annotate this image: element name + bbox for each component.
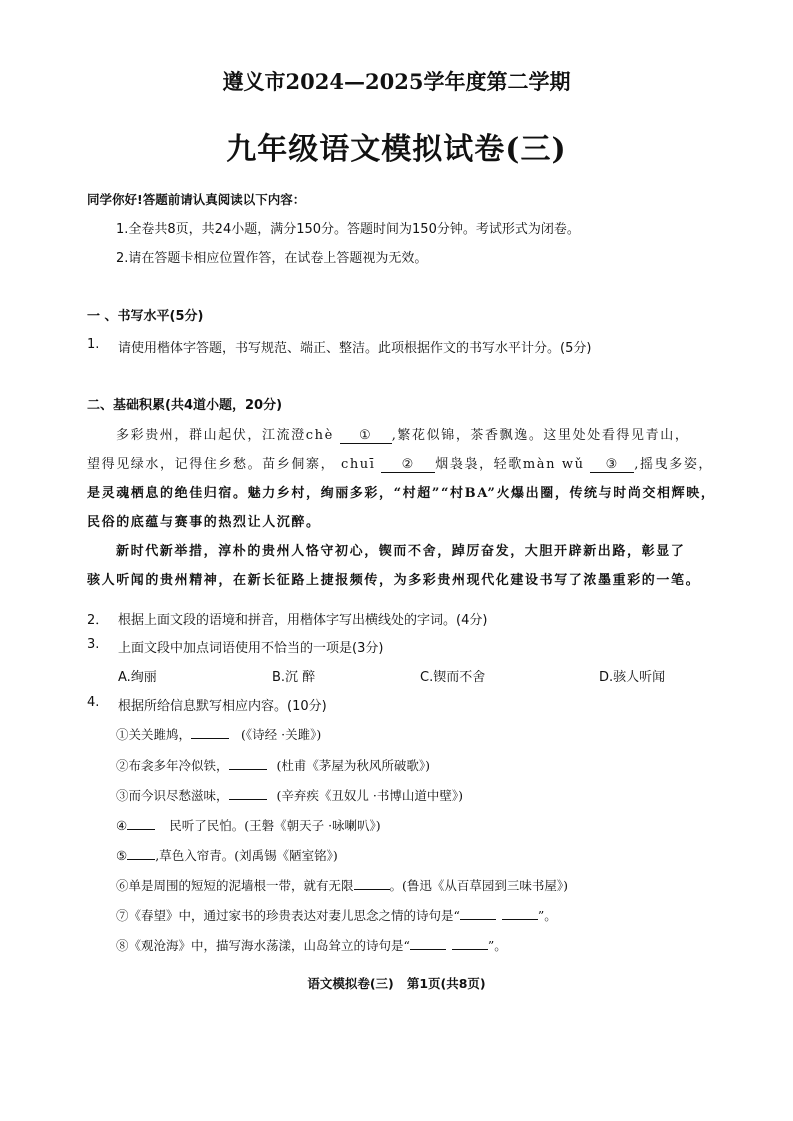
q2-text: 根据上面文段的语境和拼音，用楷体字写出横线处的字词。(4分) (118, 613, 488, 628)
notice-item-2: 2.请在答题卡相应位置作答，在试卷上答题视为无效。 (116, 251, 428, 266)
passage1-line1 (116, 424, 689, 444)
passage1-line4: 民俗的底蕴与赛事的热烈让人沉醉。 (87, 515, 321, 530)
q4-item-2: ②布衾多年冷似铁， (杜甫《茅屋为秋风所破歌》) (116, 758, 431, 773)
page-footer: 语文模拟卷(三) 第1页(共8页) (307, 976, 486, 991)
passage2-line2: 骇人听闻的贵州精神，在新长征路上捷报频传，为多彩贵州现代化建设书写了浓墨重彩的一笔。 (87, 573, 701, 588)
pinyin: chuī (340, 457, 376, 472)
passage-text: ,摇曳多姿， (634, 457, 714, 472)
q1-number: 1. (87, 337, 100, 352)
q4-number: 4. (87, 695, 100, 710)
fill-blank-1: ① (340, 429, 392, 444)
pinyin: wǔ (561, 457, 585, 472)
q3-text: 上面文段中加点词语使用不恰当的一项是(3分) (118, 641, 384, 656)
passage-text: ,繁花似锦，茶香飘逸。这里处处看得见青山， (391, 428, 690, 443)
q4-item-8: ⑧《观沧海》中，描写海水荡漾，山岛耸立的诗句是“ ”。 (116, 938, 507, 953)
fill-blank-2: ② (381, 458, 435, 473)
exam-title: 九年级语文模拟试卷(三) (226, 132, 567, 167)
q4-item-5: ⑤ ,草色入帘青。(刘禹锡《陋室铭》) (116, 848, 338, 863)
q4-item-7: ⑦《春望》中，通过家书的珍贵表达对妻儿思念之情的诗句是“ ”。 (116, 908, 557, 923)
notice-item-1: 1.全卷共8页，共24小题，满分150分。答题时间为150分钟。考试形式为闭卷。 (116, 222, 580, 237)
passage1-line3: 是灵魂栖息的绝佳归宿。魅力乡村，绚丽多彩，“村超”“村BA”火爆出圈，传统与时尚交相辉映， (87, 486, 716, 501)
passage1-line2 (87, 453, 713, 473)
q3-option-b: B.沉 醉 (272, 670, 316, 685)
q4-item-1: ①关关雎鸠， (《诗经 ·关雎》) (116, 727, 322, 742)
section1-heading: 一 、书写水平(5分) (87, 309, 204, 324)
q3-number: 3. (87, 637, 100, 652)
fill-blank-3: ③ (590, 458, 634, 473)
q4-text: 根据所给信息默写相应内容。(10分) (118, 699, 327, 714)
q4-item-6: ⑥单是周围的短短的泥墙根一带，就有无限 。(鲁迅《从百草园到三味书屋》) (116, 878, 569, 893)
passage-text: 多彩贵州，群山起伏，江流澄chè (116, 428, 334, 443)
q3-option-d: D.骇人听闻 (599, 670, 666, 685)
section2-heading: 二、基础积累(共4道小题，20分) (87, 398, 283, 413)
q1-text: 请使用楷体字答题，书写规范、端正、整洁。此项根据作文的书写水平计分。(5分) (118, 341, 592, 356)
school-year-title: 遵义市2024—2025学年度第二学期 (222, 69, 571, 94)
q3-option-a: A.绚丽 (118, 670, 157, 685)
q3-option-c: C.锲而不舍 (420, 670, 486, 685)
notice-heading: 同学你好!答题前请认真阅读以下内容： (87, 192, 306, 207)
passage2-line1: 新时代新举措，淳朴的贵州人恪守初心，锲而不舍，踔厉奋发，大胆开辟新出路，彰显了 (116, 544, 686, 559)
q3-options (0, 666, 793, 686)
q4-item-4: ④ 民听了民怕。(王磐《朝天子 ·咏喇叭》) (116, 818, 381, 833)
passage-text: 烟袅袅，轻歌màn (435, 457, 557, 472)
q2-number: 2． (87, 613, 109, 628)
passage-text: 望得见绿水，记得住乡愁。苗乡侗寨， (87, 457, 336, 472)
q4-item-3: ③而今识尽愁滋味， (辛弃疾《丑奴儿 ·书博山道中壁》) (116, 788, 463, 803)
